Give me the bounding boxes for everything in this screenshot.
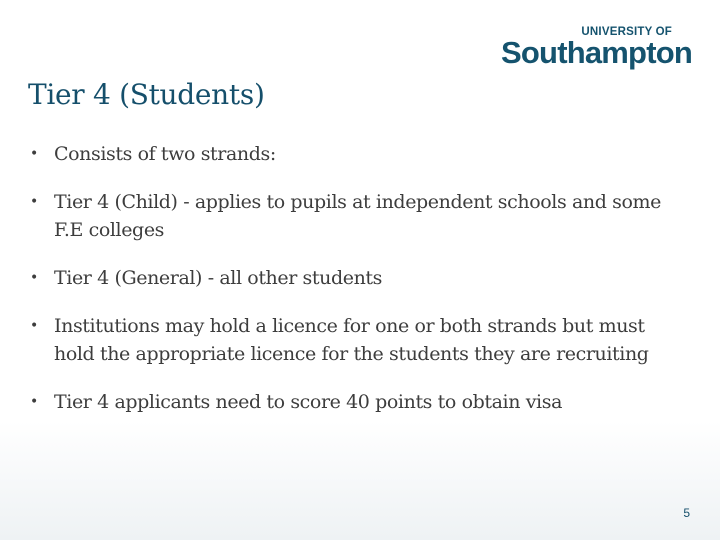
bullet-item xyxy=(30,140,680,168)
bullet-text: Consists of two strands: xyxy=(54,143,276,165)
bullet-dot-icon: • xyxy=(30,318,38,334)
bullet-text: Tier 4 (General) - all other students xyxy=(54,267,383,289)
bullet-text: Tier 4 applicants need to score 40 points to obtain visa xyxy=(54,391,562,413)
logo-top-line: UNIVERSITY OF xyxy=(581,26,672,38)
bullet-item xyxy=(30,264,680,292)
bullet-item xyxy=(30,312,680,368)
logo-main-line: Southampton xyxy=(501,35,692,70)
bullet-dot-icon: • xyxy=(30,146,38,162)
bullet-item xyxy=(30,388,680,416)
bullet-list xyxy=(30,140,680,436)
page-number: 5 xyxy=(683,506,690,520)
bullet-text: Institutions may hold a licence for one or both strands but must hold the appropriate licence for the students they are recruiting xyxy=(54,315,649,365)
bullet-item xyxy=(30,188,680,244)
university-logo xyxy=(501,26,692,68)
slide-title: Tier 4 (Students) xyxy=(28,78,265,111)
bullet-text: Tier 4 (Child) - applies to pupils at independent schools and some F.E colleges xyxy=(54,191,661,241)
bullet-dot-icon: • xyxy=(30,194,38,210)
bullet-dot-icon: • xyxy=(30,394,38,410)
bullet-dot-icon: • xyxy=(30,270,38,286)
